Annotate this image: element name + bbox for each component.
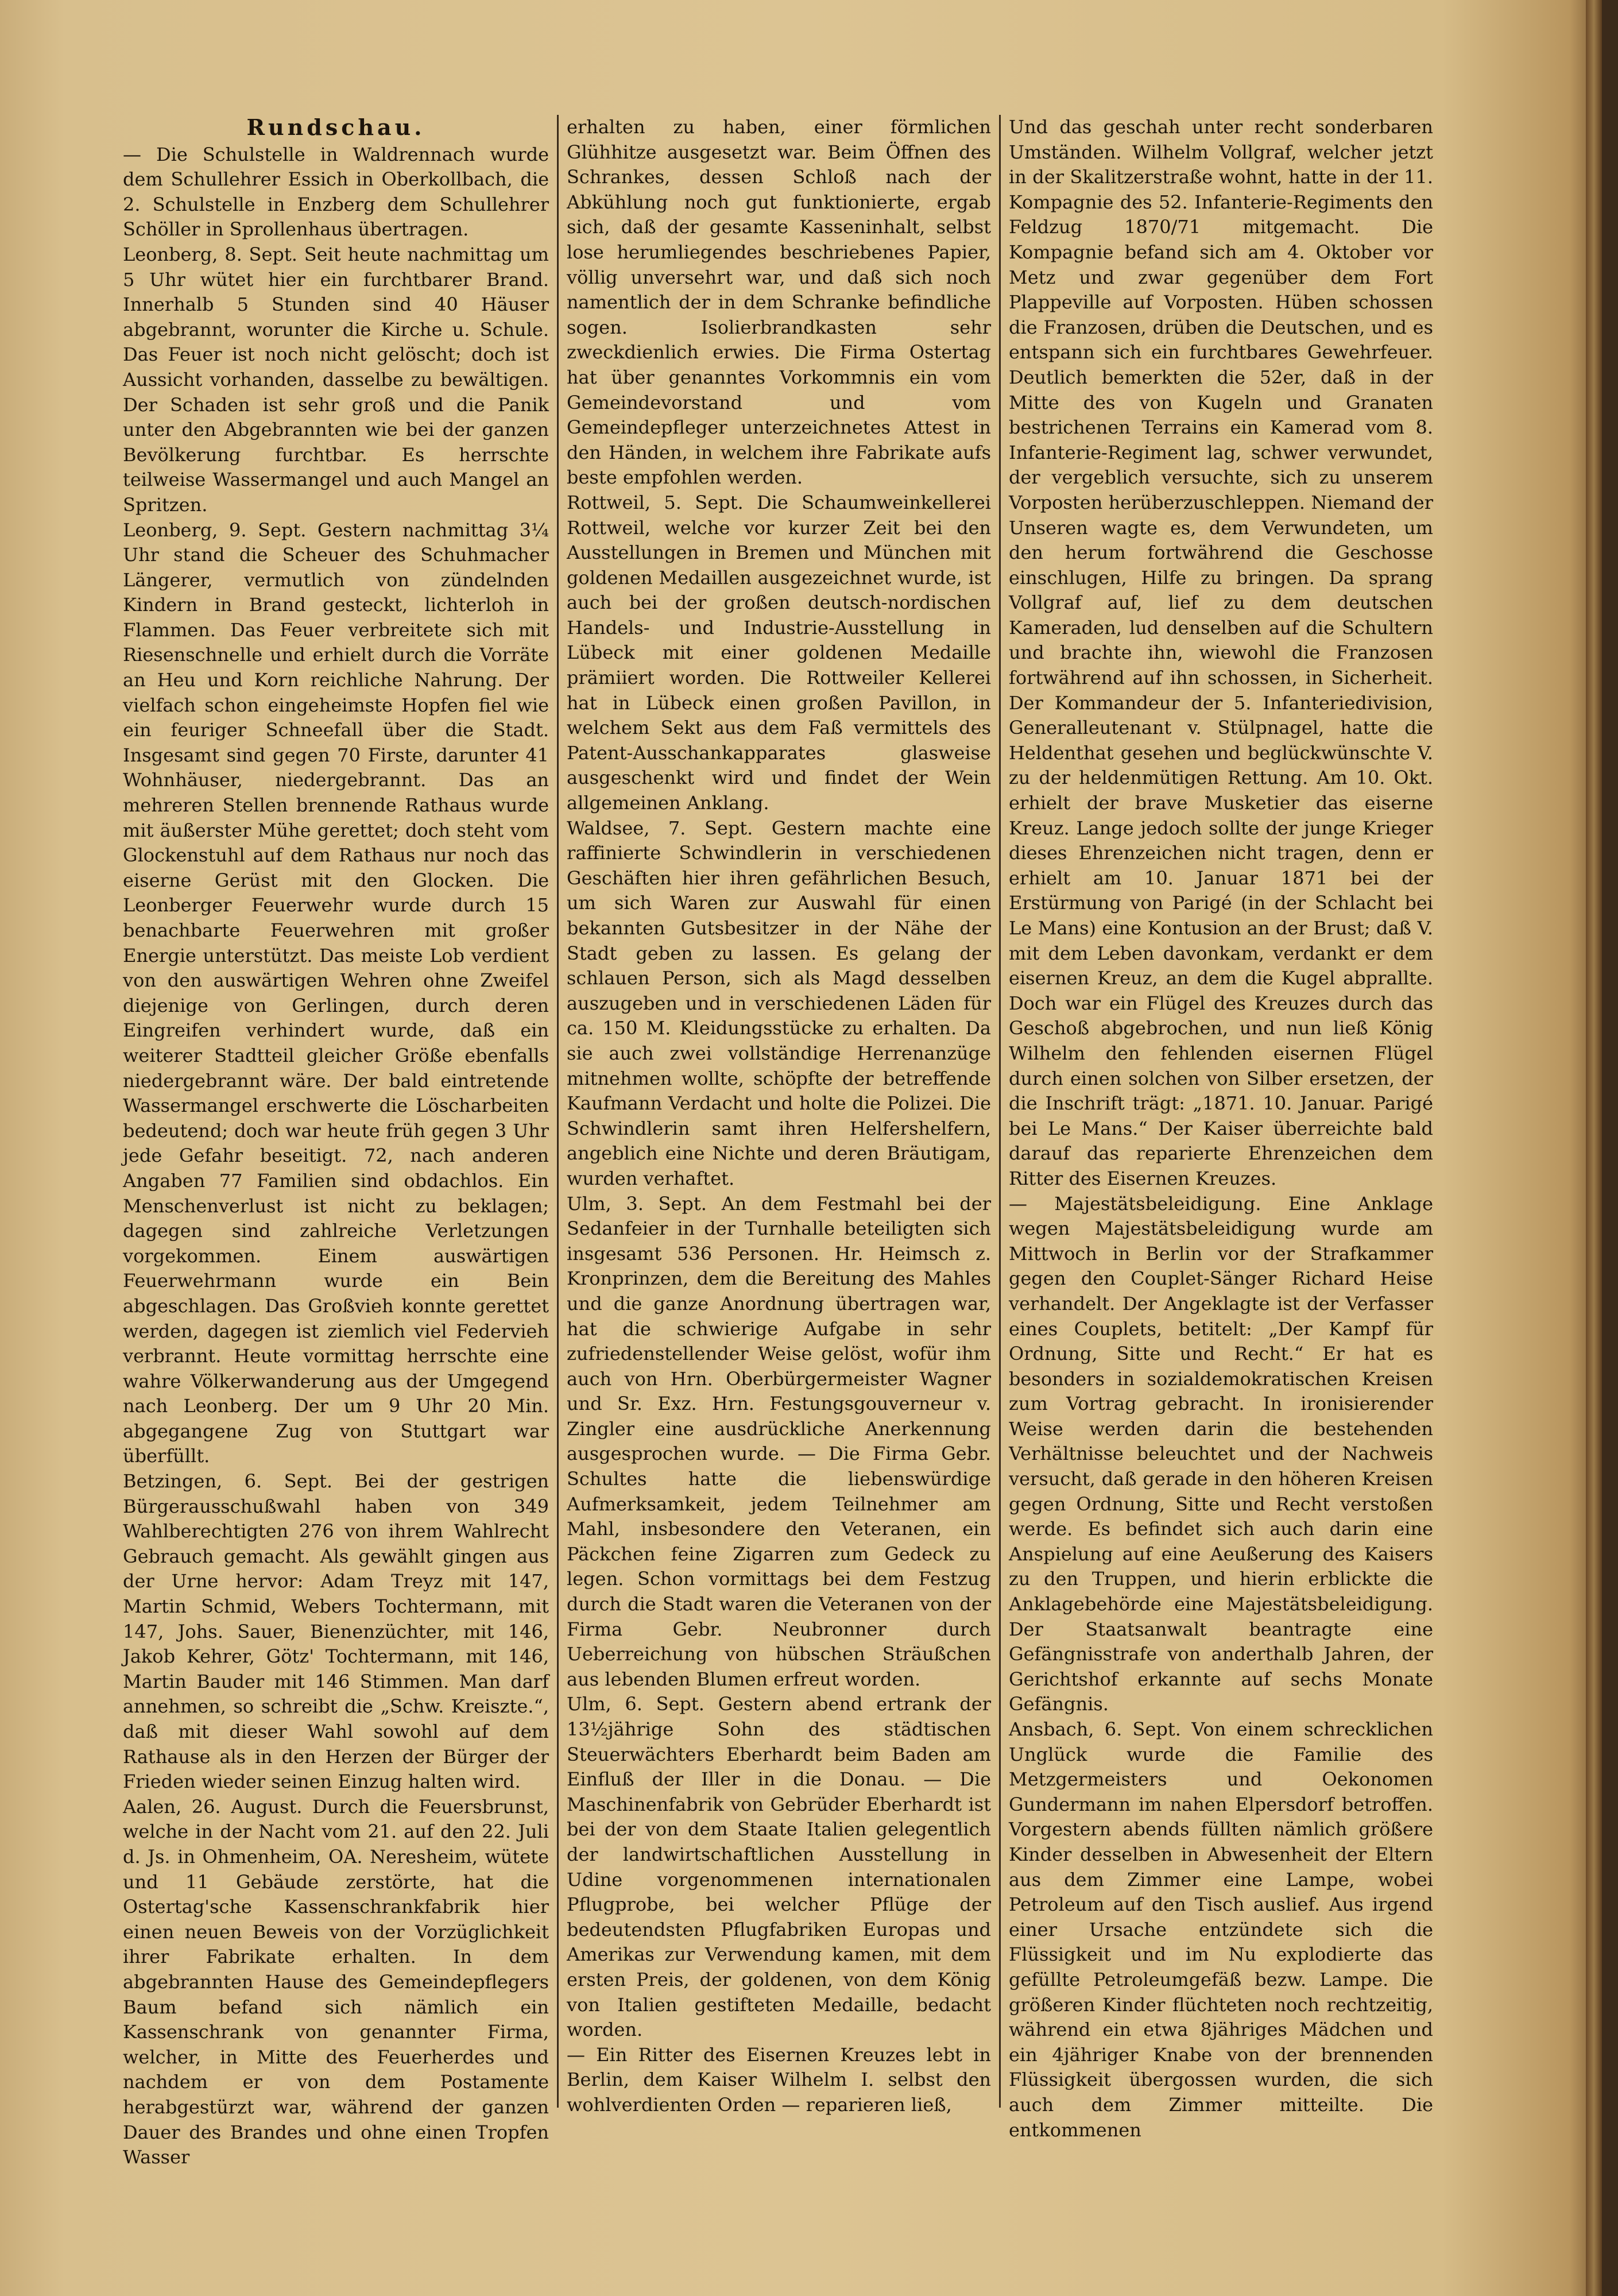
article-paragraph: Rottweil, 5. Sept. Die Schaumweinkellerei Rottweil, welche vor kurzer Zeit bei den Ausstellungen in Bremen und München mit goldenen Medaillen ausgezeichnet wurde, ist auch bei der großen deutsch-nordischen Handels- und Industrie-Ausstellung in Lübeck mit einer goldenen Medaille prämiiert worden. Die Rottweiler Kellerei hat in Lübeck einen großen Pavillon, in welchem Sekt aus dem Faß vermittels des Patent-Ausschankapparates glasweise ausgeschenkt wird und findet der Wein allgemeinen Anklang. [567,491,991,814]
article-paragraph: Und das geschah unter recht sonderbaren Umständen. Wilhelm Vollgraf, welcher jetzt in der Skalitzerstraße wohnt, hatte in der 11. Kompagnie des 52. Infanterie-Regiments den Feldzug 1870/71 mitgemacht. Die Kompagnie befand sich am 4. Oktober vor Metz und zwar gegenüber dem Fort Plappeville auf Vorposten. Hüben schossen die Franzosen, drüben die Deutschen, und es entspann sich ein furchtbares Gewehrfeuer. Deutlich bemerkten die 52er, daß in der Mitte des von Kugeln und Granaten bestrichenen Terrains ein Kamerad vom 8. Infanterie-Regiment lag, schwer verwundet, der vergeblich versuchte, sich zu unserem Vorposten herüberzuschleppen. Niemand der Unseren wagte es, dem Verwundeten, um den herum fortwährend die Geschosse einschlugen, Hilfe zu bringen. Da sprang Vollgraf auf, lief zu dem deutschen Kameraden, lud denselben auf die Schultern und brachte ihn, wiewohl die Franzosen fortwährend auf ihn schossen, in Sicherheit. Der Kommandeur der 5. Infanteriedivision, Generalleutenant v. Stülpnagel, hatte die Heldenthat gesehen und beglückwünschte V. zu der heldenmütigen Rettung. Am 10. Okt. erhielt der brave Musketier das eiserne Kreuz. Lange jedoch sollte der junge Krieger dieses Ehrenzeichen nicht tragen, denn er erhielt am 10. Januar 1871 bei der Erstürmung von Parigé (in der Schlacht bei Le Mans) eine Kontusion an der Brust; daß V. mit dem Leben davonkam, verdankt er dem eisernen Kreuz, an dem die Kugel abprallte. Doch war ein Flügel des Kreuzes durch das Geschoß abgebrochen, und nun ließ König Wilhelm den fehlenden eisernen Flügel durch einen solchen von Silber ersetzen, der die Inschrift trägt: „1871. 10. Januar. Parigé bei Le Mans.“ Der Kaiser überreichte bald darauf das reparierte Ehrenzeichen dem Ritter des Eisernen Kreuzes. [1009,116,1433,1189]
section-heading: Rundschau. [246,114,425,140]
article-paragraph: erhalten zu haben, einer förmlichen Glühhitze ausgesetzt war. Beim Öffnen des Schrankes, dessen Schloß nach der Abkühlung noch gut funktionierte, ergab sich, daß der gesamte Kasseninhalt, selbst lose herumliegendes beschriebenes Papier, völlig unversehrt war, und daß sich noch namentlich der in dem Schranke befindliche sogen. Isolierbrandkasten sehr zweckdienlich erwies. Die Firma Ostertag hat über genanntes Vorkommnis ein vom Gemeindevorstand und vom Gemeindepfleger unterzeichnetes Attest in den Händen, in welchem ihre Fabrikate aufs beste empfohlen werden. [567,116,991,489]
article-paragraph: Aalen, 26. August. Durch die Feuersbrunst, welche in der Nacht vom 21. auf den 22. Juli d. Js. in Ohmenheim, OA. Neresheim, wütete und 11 Gebäude zerstörte, hat die Ostertag'sche Kassenschrankfabrik hier einen neuen Beweis von der Vorzüglichkeit ihrer Fabrikate erhalten. In dem abgebrannten Hause des Gemeindepflegers Baum befand sich nämlich ein Kassenschrank von genannter Firma, welcher, in Mitte des Feuerherdes und nachdem er von dem Postamente herabgestürzt war, während der ganzen Dauer des Brandes und ohne einen Tropfen Wasser [123,1795,549,2169]
column-left [115,114,557,2169]
article-paragraph: Leonberg, 9. Sept. Gestern nachmittag 3¼ Uhr stand die Scheuer des Schuhmacher Längerer, vermutlich von zündelnden Kindern in Brand gesteckt, lichterloh in Flammen. Das Feuer verbreitete sich mit Riesenschnelle und erhielt durch die Vorräte an Heu und Korn reichliche Nahrung. Der vielfach schon eingeheimste Hopfen fiel wie ein feuriger Schneefall über die Stadt. Insgesamt sind gegen 70 Firste, darunter 41 Wohnhäuser, niedergebrannt. Das an mehreren Stellen brennende Rathaus wurde mit äußerster Mühe gerettet; doch steht vom Glockenstuhl auf dem Rathaus nur noch das eiserne Gerüst mit den Glocken. Die Leonberger Feuerwehr wurde durch 15 benachbarte Feuerwehren mit großer Energie unterstützt. Das meiste Lob verdient von den auswärtigen Wehren ohne Zweifel diejenige von Gerlingen, durch deren Eingreifen verhindert wurde, daß ein weiterer Stadtteil gleicher Größe ebenfalls niedergebrannt wäre. Der bald eintretende Wassermangel erschwerte die Löscharbeiten bedeutend; doch war heute früh gegen 3 Uhr jede Gefahr beseitigt. 72, nach anderen Angaben 77 Familien sind obdachlos. Ein Menschenverlust ist nicht zu beklagen; dagegen sind zahlreiche Verletzungen vorgekommen. Einem auswärtigen Feuerwehrmann wurde ein Bein abgeschlagen. Das Großvieh konnte gerettet werden, dagegen ist ziemlich viel Federvieh verbrannt. Heute vormittag herrschte eine wahre Völkerwanderung aus der Umgegend nach Leonberg. Der um 9 Uhr 20 Min. abgegangene Zug von Stuttgart war überfüllt. [123,519,549,1467]
column-middle [557,115,999,2116]
article-paragraph: Betzingen, 6. Sept. Bei der gestrigen Bürgerausschußwahl haben von 349 Wahlberechtigten 276 von ihrem Wahlrecht Gebrauch gemacht. Als gewählt gingen aus der Urne hervor: Adam Treyz mit 147, Martin Schmid, Webers Tochtermann, mit 147, Johs. Sauer, Bienenzüchter, mit 146, Jakob Kehrer, Götz' Tochtermann, mit 146, Martin Bauder mit 146 Stimmen. Man darf annehmen, so schreibt die „Schw. Kreiszte.“, daß mit dieser Wahl sowohl auf dem Rathause als in den Herzen der Bürger der Frieden wieder seinen Einzug halten wird. [123,1470,549,1793]
article-paragraph: Ulm, 6. Sept. Gestern abend ertrank der 13½jährige Sohn des städtischen Steuerwächters Eberhardt beim Baden am Einfluß der Iller in die Donau. — Die Maschinenfabrik von Gebrüder Eberhardt ist bei der von dem Staate Italien gelegentlich der landwirtschaftlichen Ausstellung in Udine vorgenommenen internationalen Pflugprobe, bei welcher Pflüge der bedeutendsten Pflugfabriken Europas und Amerikas zur Verwendung kamen, mit dem ersten Preis, der goldenen, von dem König von Italien gestifteten Medaille, bedacht worden. [567,1693,991,2041]
article-paragraph: Waldsee, 7. Sept. Gestern machte eine raffinierte Schwindlerin in verschiedenen Geschäften hier ihren gefährlichen Besuch, um sich Waren zur Auswahl für einen bekannten Gutsbesitzer in der Nähe der Stadt geben zu lassen. Es gelang der schlauen Person, sich als Magd desselben auszugeben und in verschiedenen Läden für ca. 150 M. Kleidungsstücke zu erhalten. Da sie auch zwei vollständige Herrenanzüge mitnehmen wollte, schöpfte der betreffende Kaufmann Verdacht und holte die Polizei. Die Schwindlerin samt ihren Helfershelfern, angeblich eine Nichte und deren Bräutigam, wurden verhaftet. [567,817,991,1189]
article-paragraph: Ansbach, 6. Sept. Von einem schrecklichen Unglück wurde die Familie des Metzgermeisters und Oekonomen Gundermann im nahen Elpersdorf betroffen. Vorgestern abends füllten nämlich größere Kinder desselben in Abwesenheit der Eltern aus dem Zimmer eine Lampe, wobei Petroleum auf den Tisch auslief. Aus irgend einer Ursache entzündete sich die Flüssigkeit und im Nu explodierte das gefüllte Petroleumgefäß bezw. Lampe. Die größeren Kinder flüchteten noch rechtzeitig, während ein etwa 8jähriges Mädchen und ein 4jähriger Knabe von der brennenden Flüssigkeit übergossen wurden, die sich auch dem Zimmer mitteilte. Die entkommenen [1009,1718,1433,2141]
text-columns [115,114,1441,2169]
book-binding-edge [1586,0,1602,2296]
article-paragraph: — Ein Ritter des Eisernen Kreuzes lebt in Berlin, dem Kaiser Wilhelm I. selbst den wohlverdienten Orden — reparieren ließ, [567,2043,991,2116]
article-paragraph: Leonberg, 8. Sept. Seit heute nachmittag um 5 Uhr wütet hier ein furchtbarer Brand. Innerhalb 5 Stunden sind 40 Häuser abgebrannt, worunter die Kirche u. Schule. Das Feuer ist noch nicht gelöscht; doch ist Aussicht vorhanden, dasselbe zu bewältigen. Der Schaden ist sehr groß und die Panik unter den Abgebrannten wie bei der ganzen Bevölkerung furchtbar. Es herrschte teilweise Wassermangel und auch Mangel an Spritzen. [123,243,549,516]
article-paragraph: — Die Schulstelle in Waldrennach wurde dem Schullehrer Essich in Oberkollbach, die 2. Schulstelle in Enzberg dem Schullehrer Schöller in Sprollenhaus übertragen. [123,143,549,241]
article-paragraph: — Majestätsbeleidigung. Eine Anklage wegen Majestätsbeleidigung wurde am Mittwoch in Berlin vor der Strafkammer gegen den Couplet-Sänger Richard Heise verhandelt. Der Angeklagte ist der Verfasser eines Couplets, betitelt: „Der Kampf für Ordnung, Sitte und Recht.“ Er hat es besonders in sozialdemokratischen Kreisen zum Vortrag gebracht. In ironisierender Weise werden darin die bestehenden Verhältnisse beleuchtet und der Nachweis versucht, daß gerade in den höheren Kreisen gegen Ordnung, Sitte und Recht verstoßen werde. Es befindet sich auch darin eine Anspielung auf eine Aeußerung des Kaisers zu den Truppen, und hierin erblickte die Anklagebehörde eine Majestätsbeleidigung. Der Staatsanwalt beantragte eine Gefängnisstrafe von anderthalb Jahren, der Gerichtshof erkannte auf sechs Monate Gefängnis. [1009,1192,1433,1715]
article-paragraph: Ulm, 3. Sept. An dem Festmahl bei der Sedanfeier in der Turnhalle beteiligten sich insgesamt 536 Personen. Hr. Heimsch z. Kronprinzen, dem die Bereitung des Mahles und die ganze Anordnung übertragen war, hat die schwierige Aufgabe in sehr zufriedenstellender Weise gelöst, wofür ihm auch von Hrn. Oberbürgermeister Wagner und Sr. Exz. Hrn. Festungsgouverneur v. Zingler eine ausdrückliche Anerkennung ausgesprochen wurde. — Die Firma Gebr. Schultes hatte die liebenswürdige Aufmerksamkeit, jedem Teilnehmer am Mahl, insbesondere den Veteranen, ein Päckchen feine Zigarren zum Gedeck zu legen. Schon vormittags bei dem Festzug durch die Stadt waren die Veteranen von der Firma Gebr. Neubronner durch Ueberreichung von hübschen Sträußchen aus lebenden Blumen erfreut worden. [567,1192,991,1690]
column-right [999,115,1441,2141]
